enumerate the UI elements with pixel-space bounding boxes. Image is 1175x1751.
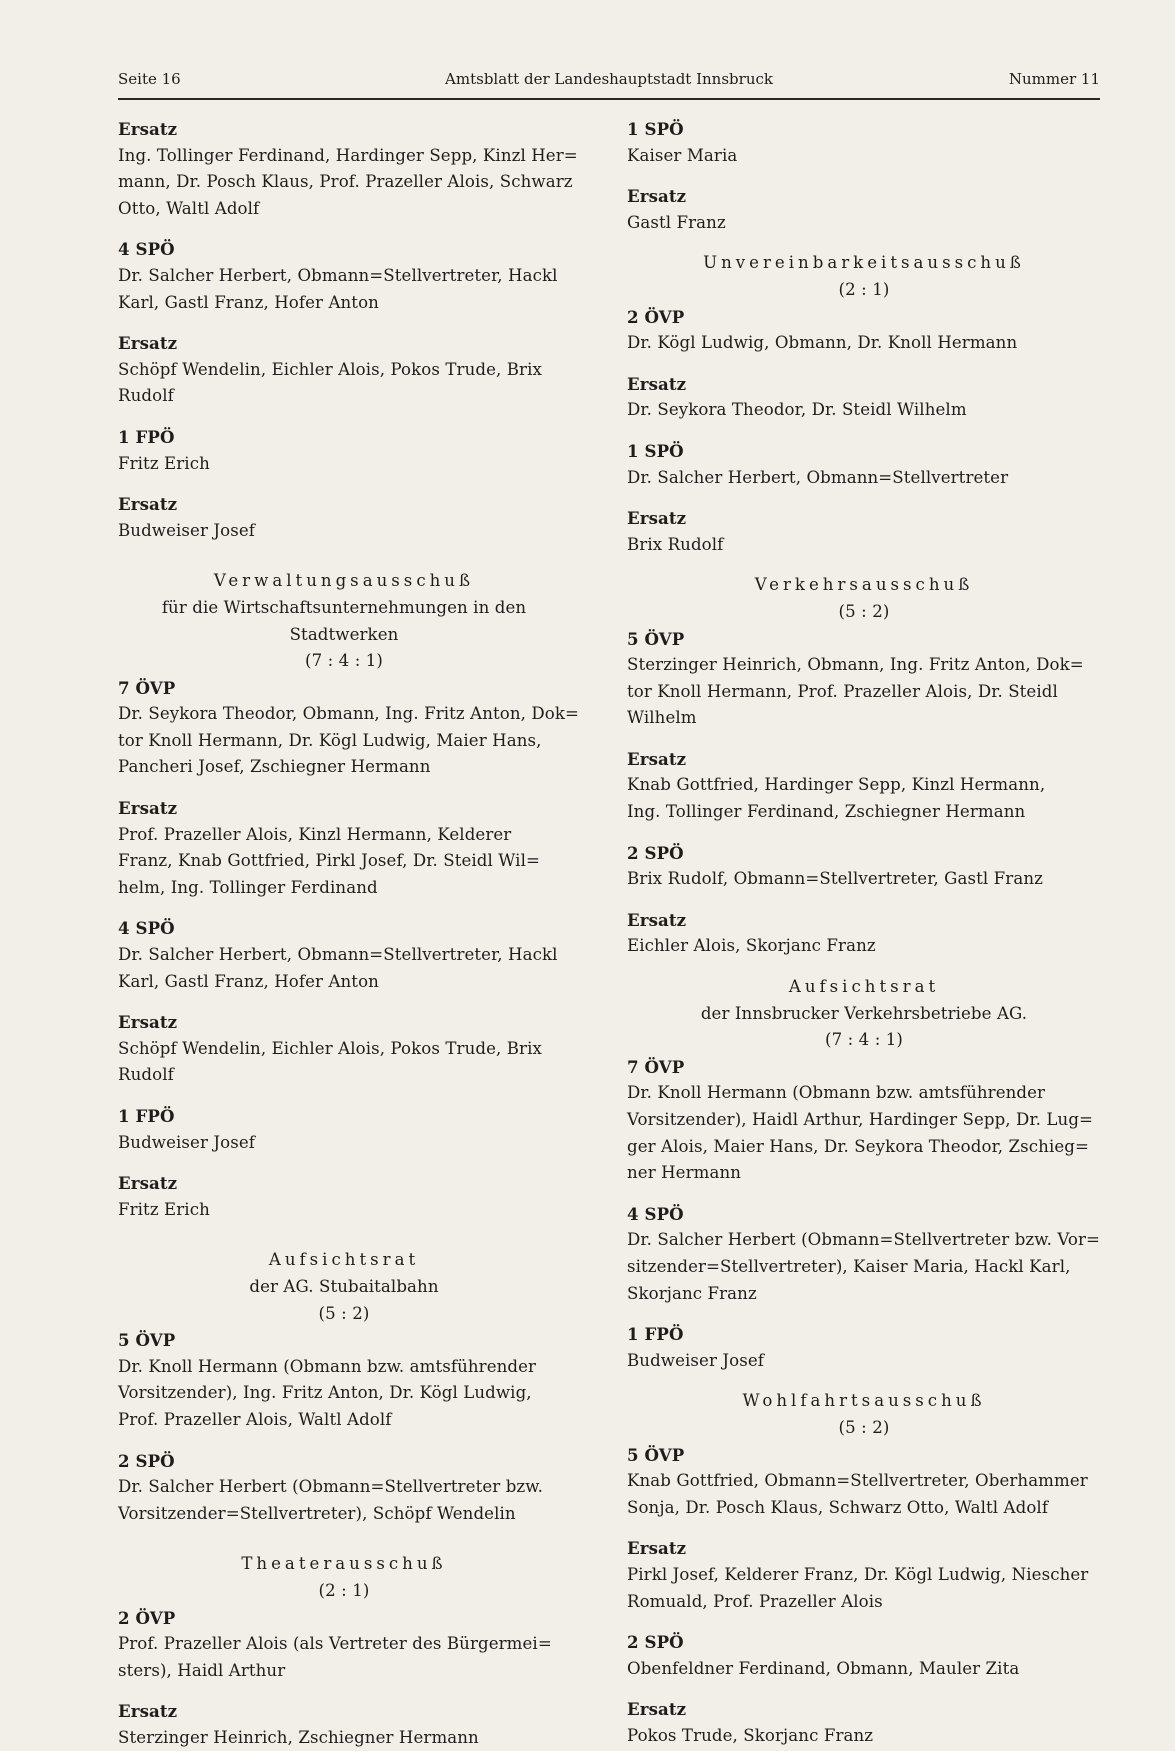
- section-ratio: (5 : 2): [838, 1417, 890, 1437]
- member-line: Vorsitzender), Haidl Arthur, Hardinger Sepp, Dr. Lug=: [627, 1110, 1094, 1129]
- member-line: Ing. Tollinger Ferdinand, Zschiegner Hermann: [627, 802, 1026, 822]
- section-title: Aufsichtsrat: [788, 977, 940, 997]
- section-ratio: (5 : 2): [318, 1303, 370, 1323]
- member-line: Sonja, Dr. Posch Klaus, Schwarz Otto, Waltl Adolf: [627, 1497, 1049, 1517]
- member-line: Knab Gottfried, Obmann=Stellvertreter, Oberhammer: [627, 1471, 1088, 1491]
- party-label: 5 ÖVP: [627, 1444, 685, 1465]
- member-line: Dr. Salcher Herbert, Obmann=Stellvertreter, Hackl: [118, 945, 558, 965]
- member-line: Karl, Gastl Franz, Hofer Anton: [118, 971, 379, 991]
- member-line: Dr. Seykora Theodor, Dr. Steidl Wilhelm: [627, 400, 967, 420]
- section-title: Verkehrsausschuß: [754, 575, 974, 595]
- member-line: Vorsitzender=Stellvertreter), Schöpf Wendelin: [118, 1503, 516, 1523]
- party-label: 2 SPÖ: [118, 1450, 175, 1471]
- member-line: ger Alois, Maier Hans, Dr. Seykora Theodor, Zschieg=: [627, 1136, 1090, 1156]
- page-number: Seite 16: [118, 70, 181, 88]
- member-line: Sterzinger Heinrich, Obmann, Ing. Fritz Anton, Dok=: [627, 655, 1084, 675]
- member-line: Dr. Salcher Herbert, Obmann=Stellvertreter, Hackl: [118, 265, 558, 285]
- party-label: 7 ÖVP: [627, 1056, 685, 1077]
- ersatz-label: Ersatz: [627, 909, 687, 930]
- party-label: 1 SPÖ: [627, 440, 684, 461]
- ersatz-label: Ersatz: [627, 1538, 687, 1559]
- member-line: Fritz Erich: [118, 1199, 210, 1219]
- party-label: 4 SPÖ: [118, 918, 175, 939]
- ersatz-label: Ersatz: [118, 119, 178, 139]
- ersatz-label: Ersatz: [118, 798, 178, 819]
- section-title: Unvereinbarkeitsausschuß: [703, 253, 1025, 273]
- section-subtitle: für die Wirtschaftsunternehmungen in den: [161, 597, 527, 617]
- section-subtitle: der AG. Stubaitalbahn: [249, 1276, 439, 1296]
- member-line: Wilhelm: [627, 708, 697, 728]
- left-column: [118, 116, 580, 1751]
- ersatz-label: Ersatz: [118, 1012, 178, 1033]
- section-title: Aufsichtsrat: [268, 1250, 420, 1270]
- member-line: Brix Rudolf: [627, 534, 724, 554]
- member-line: Budweiser Josef: [627, 1350, 764, 1370]
- member-line: Prof. Prazeller Alois, Kinzl Hermann, Kelderer: [118, 824, 512, 844]
- member-line: Brix Rudolf, Obmann=Stellvertreter, Gastl Franz: [627, 869, 1043, 889]
- party-label: 1 FPÖ: [627, 1324, 684, 1345]
- member-line: Otto, Waltl Adolf: [118, 198, 260, 218]
- section-ratio: (7 : 4 : 1): [305, 651, 383, 671]
- member-line: Vorsitzender), Ing. Fritz Anton, Dr. Kögl Ludwig,: [118, 1383, 532, 1403]
- section-ratio: (5 : 2): [838, 601, 890, 621]
- party-label: 7 ÖVP: [118, 677, 176, 698]
- member-line: Romuald, Prof. Prazeller Alois: [627, 1591, 883, 1611]
- member-line: Dr. Knoll Hermann (Obmann bzw. amtsführender: [118, 1356, 537, 1376]
- member-line: Skorjanc Franz: [627, 1283, 757, 1303]
- member-line: Rudolf: [118, 1065, 174, 1085]
- member-line: Kaiser Maria: [627, 145, 738, 165]
- member-line: Schöpf Wendelin, Eichler Alois, Pokos Trude, Brix: [118, 1038, 542, 1058]
- member-line: Dr. Seykora Theodor, Obmann, Ing. Fritz Anton, Dok=: [118, 704, 580, 724]
- ersatz-label: Ersatz: [118, 1701, 178, 1722]
- page-header: [118, 64, 1100, 100]
- member-line: Franz, Knab Gottfried, Pirkl Josef, Dr. Steidl Wil=: [118, 851, 540, 871]
- party-label: 1 FPÖ: [118, 426, 175, 447]
- member-line: mann, Dr. Posch Klaus, Prof. Prazeller Alois, Schwarz: [118, 172, 573, 192]
- member-line: Prof. Prazeller Alois, Waltl Adolf: [118, 1409, 392, 1429]
- party-label: 2 SPÖ: [627, 842, 684, 863]
- ersatz-label: Ersatz: [627, 373, 687, 394]
- member-line: Dr. Salcher Herbert (Obmann=Stellvertreter bzw.: [118, 1477, 543, 1497]
- member-line: Dr. Salcher Herbert, Obmann=Stellvertreter: [627, 467, 1009, 487]
- member-line: Knab Gottfried, Hardinger Sepp, Kinzl Hermann,: [627, 775, 1046, 795]
- issue-number: Nummer 11: [1008, 70, 1100, 88]
- member-line: Dr. Salcher Herbert (Obmann=Stellvertreter bzw. Vor=: [627, 1230, 1101, 1250]
- section-ratio: (7 : 4 : 1): [825, 1030, 903, 1050]
- party-label: 2 ÖVP: [627, 306, 685, 327]
- member-line: Budweiser Josef: [118, 1132, 255, 1152]
- ersatz-label: Ersatz: [627, 508, 687, 529]
- member-line: Fritz Erich: [118, 453, 210, 473]
- member-line: Ing. Tollinger Ferdinand, Hardinger Sepp, Kinzl Her=: [118, 145, 578, 165]
- ersatz-label: Ersatz: [118, 1173, 178, 1194]
- member-line: Eichler Alois, Skorjanc Franz: [627, 936, 876, 956]
- ersatz-label: Ersatz: [627, 186, 687, 207]
- party-label: 2 SPÖ: [627, 1632, 684, 1653]
- ersatz-label: Ersatz: [118, 494, 178, 515]
- member-line: tor Knoll Hermann, Dr. Kögl Ludwig, Maier Hans,: [118, 730, 542, 750]
- member-line: ner Hermann: [627, 1163, 742, 1183]
- ersatz-label: Ersatz: [118, 333, 178, 354]
- section-title: Verwaltungsausschuß: [213, 571, 475, 591]
- member-line: Gastl Franz: [627, 212, 726, 232]
- party-label: 1 FPÖ: [118, 1106, 175, 1126]
- member-line: Prof. Prazeller Alois (als Vertreter des Bürgermei=: [118, 1634, 552, 1654]
- ersatz-label: Ersatz: [627, 1699, 687, 1720]
- publication-title: Amtsblatt der Landeshauptstadt Innsbruck: [445, 70, 773, 88]
- party-label: 2 ÖVP: [118, 1607, 176, 1628]
- section-title: Theaterausschuß: [241, 1554, 447, 1574]
- member-line: tor Knoll Hermann, Prof. Prazeller Alois, Dr. Steidl: [627, 681, 1058, 701]
- ersatz-label: Ersatz: [627, 748, 687, 769]
- member-line: Dr. Kögl Ludwig, Obmann, Dr. Knoll Hermann: [627, 333, 1018, 353]
- member-line: Pokos Trude, Skorjanc Franz: [627, 1725, 874, 1745]
- member-line: Budweiser Josef: [118, 520, 255, 540]
- member-line: Obenfeldner Ferdinand, Obmann, Mauler Zita: [627, 1658, 1020, 1678]
- member-line: sters), Haidl Arthur: [118, 1660, 286, 1680]
- party-label: 5 ÖVP: [627, 628, 685, 649]
- member-line: Schöpf Wendelin, Eichler Alois, Pokos Trude, Brix: [118, 359, 542, 379]
- member-line: Pancheri Josef, Zschiegner Hermann: [118, 757, 431, 777]
- member-line: Rudolf: [118, 386, 174, 406]
- section-subtitle: Stadtwerken: [289, 624, 399, 644]
- party-label: 1 SPÖ: [627, 119, 684, 139]
- section-ratio: (2 : 1): [318, 1580, 370, 1600]
- party-label: 4 SPÖ: [118, 239, 175, 260]
- section-title: Wohlfahrtsausschuß: [742, 1391, 986, 1411]
- party-label: 4 SPÖ: [627, 1203, 684, 1224]
- member-line: helm, Ing. Tollinger Ferdinand: [118, 877, 378, 897]
- member-line: Sterzinger Heinrich, Zschiegner Hermann: [118, 1727, 479, 1747]
- member-line: sitzender=Stellvertreter), Kaiser Maria, Hackl Karl,: [627, 1256, 1071, 1276]
- party-label: 5 ÖVP: [118, 1330, 176, 1351]
- section-subtitle: der Innsbrucker Verkehrsbetriebe AG.: [700, 1003, 1028, 1023]
- member-line: Pirkl Josef, Kelderer Franz, Dr. Kögl Ludwig, Niescher: [627, 1564, 1089, 1584]
- section-ratio: (2 : 1): [838, 279, 890, 299]
- member-line: Karl, Gastl Franz, Hofer Anton: [118, 292, 379, 312]
- member-line: Dr. Knoll Hermann (Obmann bzw. amtsführender: [627, 1083, 1046, 1103]
- right-column: [627, 116, 1101, 1749]
